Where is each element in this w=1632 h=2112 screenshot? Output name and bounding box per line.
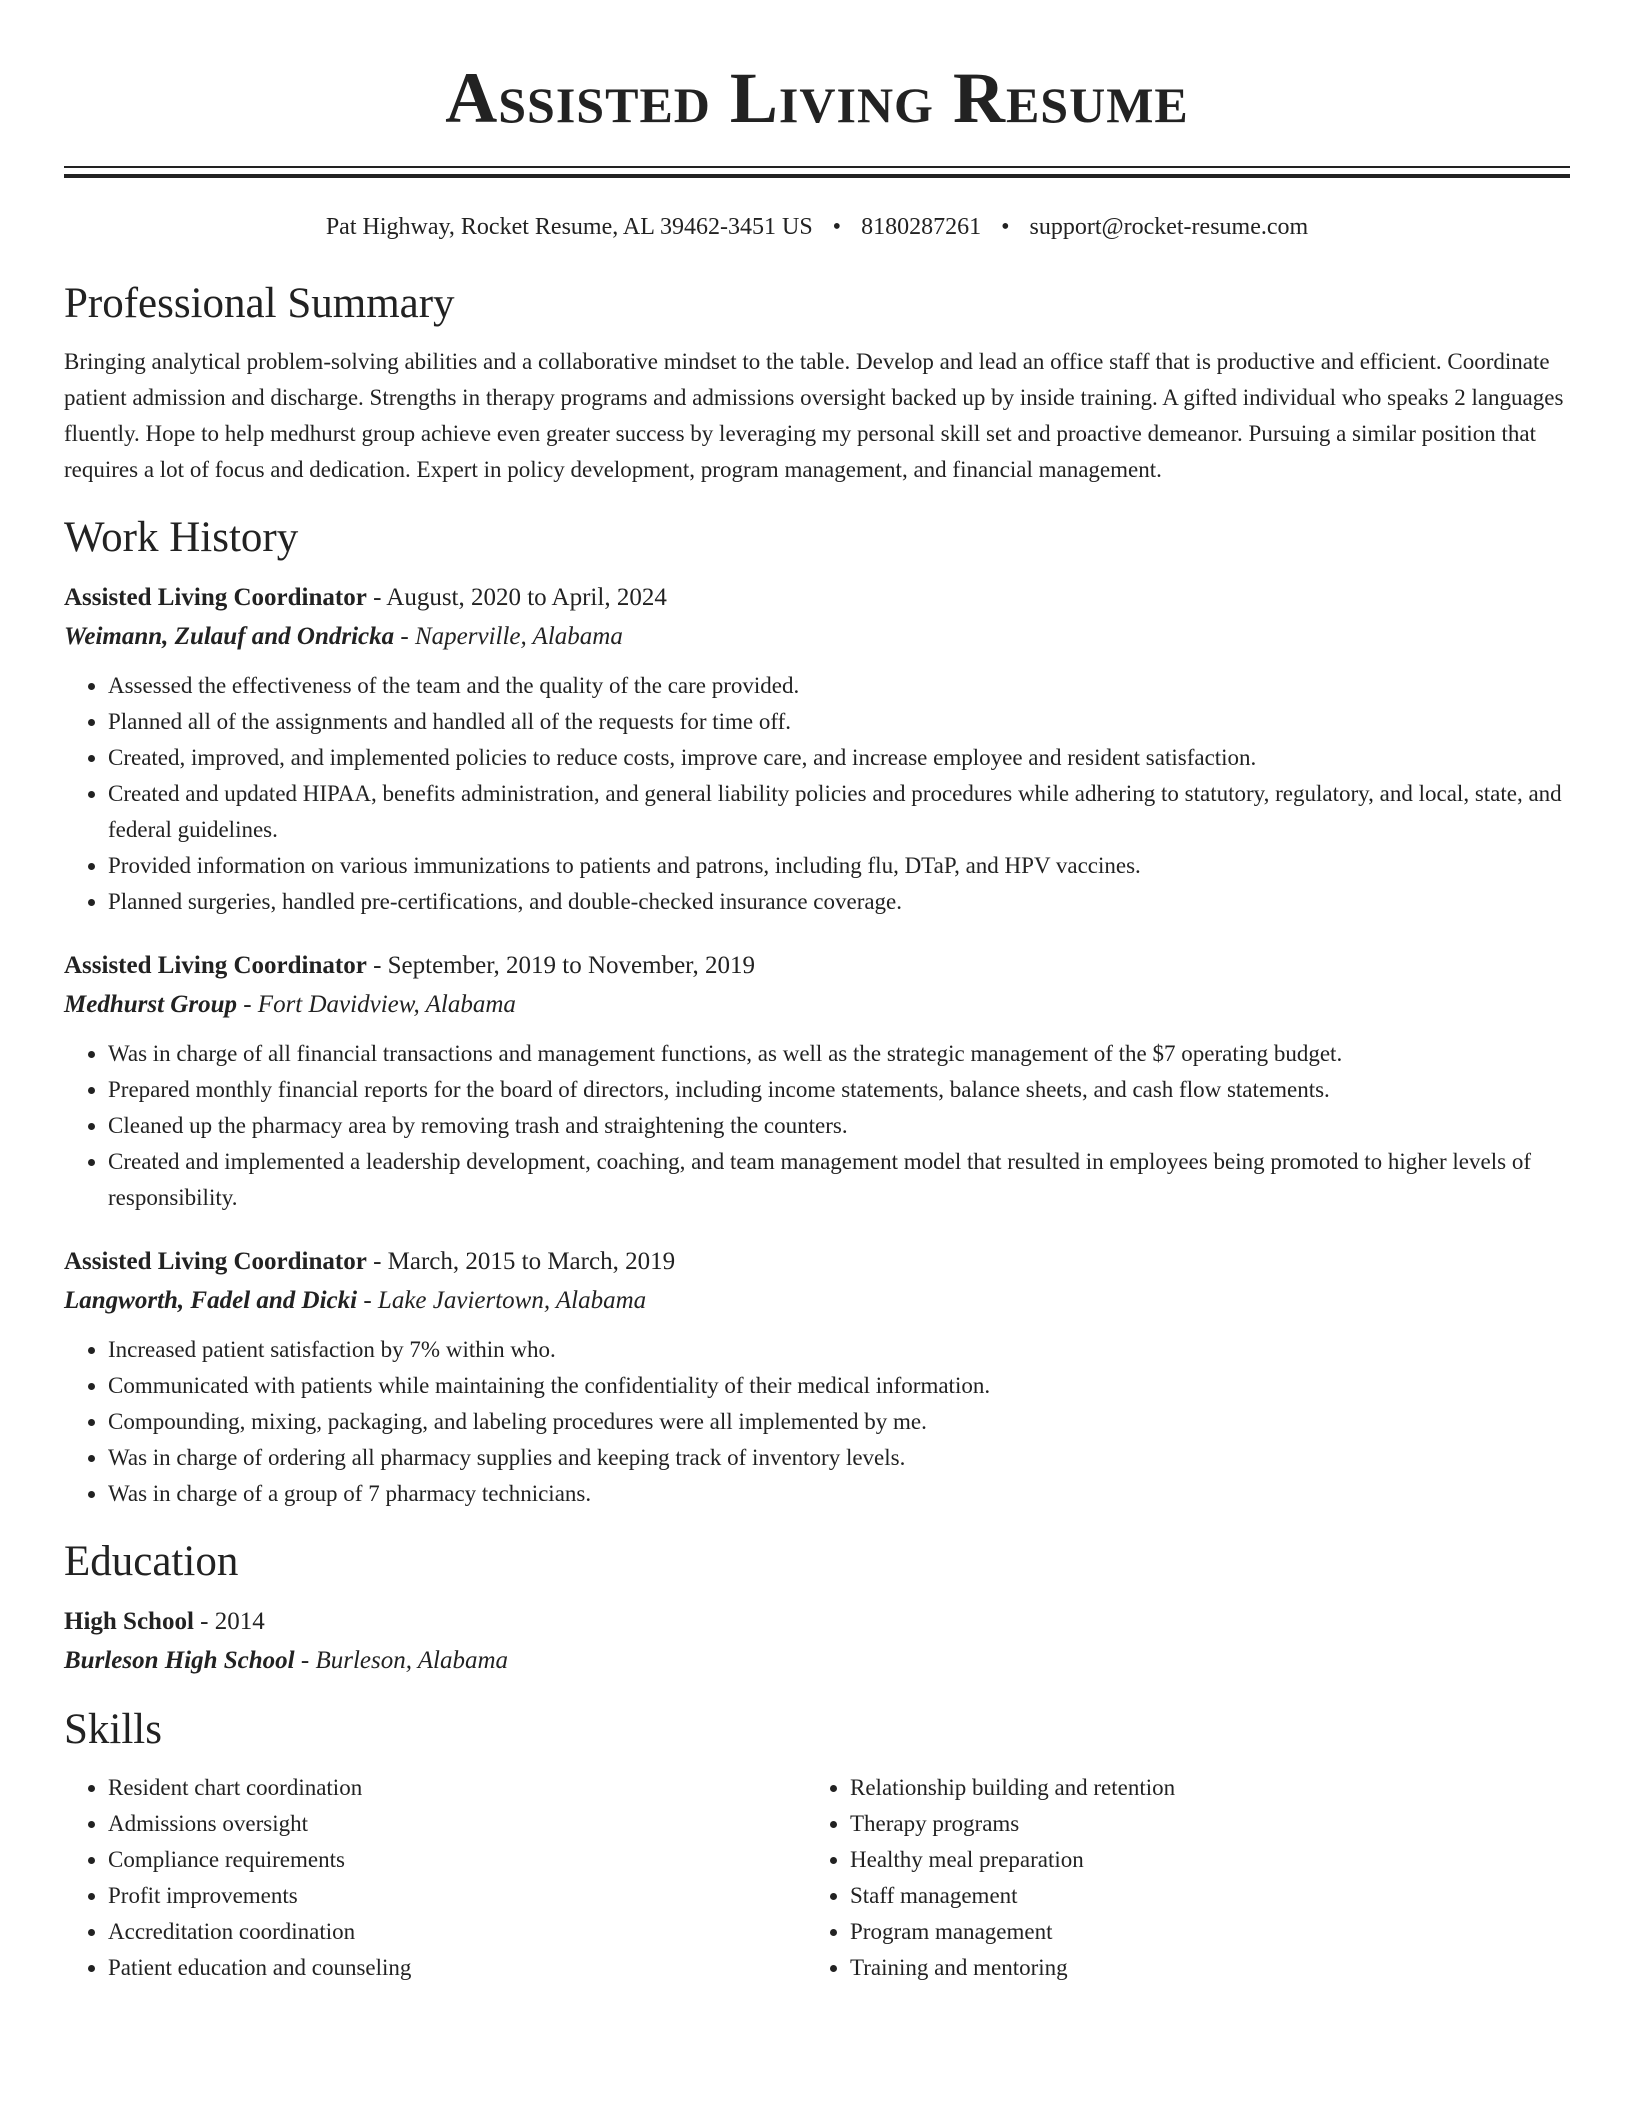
skill-item: • Accreditation coordination [108, 1914, 806, 1950]
work-history-heading: Work History [64, 514, 299, 561]
contact-phone: 8180287261 [861, 214, 982, 240]
job-header [64, 1242, 1570, 1281]
contact-line [64, 212, 1570, 242]
company-location: - Fort Davidview, Alabama [236, 991, 516, 1018]
job-dates: - August, 2020 to April, 2024 [366, 584, 667, 611]
job-header [64, 578, 1570, 617]
job-bullets [64, 1332, 1570, 1512]
education-location: - Burleson, Alabama [294, 1647, 509, 1674]
job-bullet: • Created and implemented a leadership development, coaching, and team management model that resulted in employees being promoted to higher levels of responsibility. [108, 1144, 1570, 1216]
resume-title: Assisted Living Resume [445, 58, 1189, 138]
skill-item: • Program management [850, 1914, 1570, 1950]
job-entry [64, 578, 1570, 920]
company-location: - Naperville, Alabama [394, 623, 623, 650]
education-degree: High School [64, 1608, 194, 1635]
job-dates: - September, 2019 to November, 2019 [366, 952, 756, 979]
skill-item: • Patient education and counseling [108, 1950, 806, 1986]
contact-address: Pat Highway, Rocket Resume, AL 39462-3451 US [325, 214, 813, 240]
summary-text: Bringing analytical problem-solving abilities and a collaborative mindset to the table. Develop and lead an office staff that is productive and efficient. Coordinate patient admission and discharge. Strengths in therapy programs and admissions oversight backed up by inside training. A gifted individual who speaks 2 languages fluently. Hope to help medhurst group achieve even greater success by leveraging my personal skill set and proactive demeanor. Pursuing a similar position that requires a lot of focus and dedication. Expert in policy development, program management, and financial management. [64, 349, 1564, 482]
job-title: Assisted Living Coordinator [64, 1248, 367, 1275]
job-bullet: • Created and updated HIPAA, benefits administration, and general liability policies and procedures while adhering to statutory, regulatory, and local, state, and federal guidelines. [108, 776, 1570, 848]
skills-list [64, 1770, 1570, 1986]
skills-list-left [64, 1770, 806, 1986]
job-bullet: • Cleaned up the pharmacy area by removing trash and straightening the counters. [108, 1108, 1570, 1144]
education-heading: Education [64, 1538, 239, 1585]
summary-heading: Professional Summary [64, 280, 455, 327]
title-divider-thick [64, 174, 1570, 178]
company-name: Weimann, Zulauf and Ondricka [64, 623, 395, 650]
company-line [64, 985, 1570, 1024]
skill-item: • Compliance requirements [108, 1842, 806, 1878]
education-year: - 2014 [193, 1608, 265, 1635]
company-location: - Lake Javiertown, Alabama [357, 1287, 647, 1314]
skill-item: • Staff management [850, 1878, 1570, 1914]
job-entry [64, 946, 1570, 1216]
job-bullet: • Compounding, mixing, packaging, and labeling procedures were all implemented by me. [108, 1404, 1570, 1440]
skill-item: • Training and mentoring [850, 1950, 1570, 1986]
contact-separator: • [1001, 214, 1010, 240]
job-title: Assisted Living Coordinator [64, 584, 367, 611]
skills-heading: Skills [64, 1706, 162, 1753]
job-bullet: • Was in charge of ordering all pharmacy supplies and keeping track of inventory levels. [108, 1440, 1570, 1476]
job-bullet: • Prepared monthly financial reports for the board of directors, including income statements, balance sheets, and cash flow statements. [108, 1072, 1570, 1108]
skill-item: • Therapy programs [850, 1806, 1570, 1842]
job-bullet: • Created, improved, and implemented policies to reduce costs, improve care, and increase employee and resident satisfaction. [108, 740, 1570, 776]
job-bullet: • Was in charge of a group of 7 pharmacy technicians. [108, 1476, 1570, 1512]
company-name: Langworth, Fadel and Dicki [64, 1287, 358, 1314]
contact-email: support@rocket-resume.com [1029, 214, 1309, 240]
education-entry [64, 1602, 1570, 1680]
skill-item: • Relationship building and retention [850, 1770, 1570, 1806]
job-bullet: • Planned surgeries, handled pre-certifications, and double-checked insurance coverage. [108, 884, 1570, 920]
job-bullets [64, 1036, 1570, 1216]
job-bullet: • Was in charge of all financial transactions and management functions, as well as the strategic management of the $7 operating budget. [108, 1036, 1570, 1072]
resume-page [64, 0, 1570, 1986]
job-bullet: • Increased patient satisfaction by 7% within who. [108, 1332, 1570, 1368]
education-school-line [64, 1641, 1570, 1680]
job-bullets [64, 668, 1570, 920]
job-bullet: • Provided information on various immunizations to patients and patrons, including flu, DTaP, and HPV vaccines. [108, 848, 1570, 884]
skill-item: • Healthy meal preparation [850, 1842, 1570, 1878]
job-bullet: • Assessed the effectiveness of the team and the quality of the care provided. [108, 668, 1570, 704]
skill-item: • Admissions oversight [108, 1806, 806, 1842]
skills-column-left [64, 1770, 806, 1986]
job-dates: - March, 2015 to March, 2019 [366, 1248, 676, 1275]
company-line [64, 617, 1570, 656]
job-title: Assisted Living Coordinator [64, 952, 367, 979]
job-bullet: • Planned all of the assignments and handled all of the requests for time off. [108, 704, 1570, 740]
job-header [64, 946, 1570, 985]
company-name: Medhurst Group [64, 991, 237, 1018]
education-degree-line [64, 1602, 1570, 1641]
job-entry [64, 1242, 1570, 1512]
skills-list-right [806, 1770, 1570, 1986]
skill-item: • Resident chart coordination [108, 1770, 806, 1806]
skill-item: • Profit improvements [108, 1878, 806, 1914]
title-divider-thin [64, 166, 1570, 168]
job-bullet: • Communicated with patients while maintaining the confidentiality of their medical information. [108, 1368, 1570, 1404]
company-line [64, 1281, 1570, 1320]
skills-column-right [806, 1770, 1570, 1986]
contact-separator: • [832, 214, 842, 240]
education-school: Burleson High School [64, 1647, 295, 1674]
